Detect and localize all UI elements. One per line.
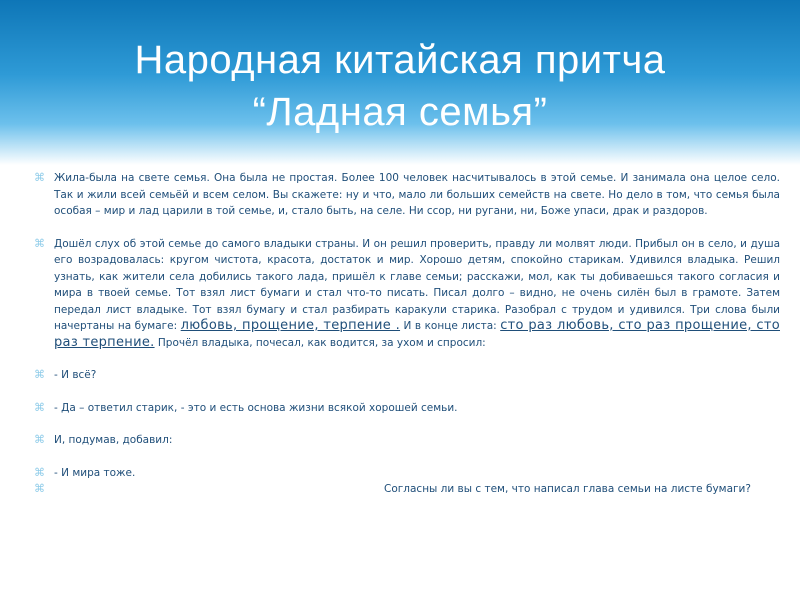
paragraph-3-text: - И всё? bbox=[54, 369, 97, 381]
paragraph-5 bbox=[34, 432, 780, 449]
paragraph-4-text: - Да – ответил старик, - это и есть основа жизни всякой хорошей семьи. bbox=[54, 401, 458, 414]
paragraph-1 bbox=[34, 170, 780, 220]
closing-question: Согласны ли вы с тем, что написал глава семьи на листе бумаги? bbox=[384, 483, 751, 495]
three-words: любовь, прощение, терпение . bbox=[180, 318, 401, 333]
bullet-icon: ⌘ bbox=[34, 368, 45, 381]
paragraph-5-text: И, подумав, добавил: bbox=[54, 434, 173, 446]
bullet-icon: ⌘ bbox=[34, 236, 45, 250]
paragraph-6-text: - И мира тоже. bbox=[54, 466, 136, 479]
bullet-icon: ⌘ bbox=[34, 433, 45, 446]
paragraph-2-text-end: Прочёл владыка, почесал, как водится, за ухом и спросил: bbox=[154, 336, 486, 349]
bullet-icon: ⌘ bbox=[34, 171, 45, 184]
title-line-1: Народная китайская притча bbox=[134, 38, 666, 82]
paragraph-2-text: Дошёл слух об этой семье до самого владыки страны. И он решил проверить, правду ли молвят люди. Прибыл он в село, и душа его возрадовалась: кругом чистота, красота, достаток и мир. Хорошо детям, спокойно старикам. Удивился владыка. Решил узнать, как жители села добились такого лада, пришёл к главе семьи; расскажи, мол, как ты добиваешься такого согласия и мира в твоей семье. Тот взял лист бумаги и стал что-то писать. Писал долго – видно, не очень силён был в грамоте. Затем передал лист владыке. Тот взял бумагу и стал разбирать каракули старика. Разобрал с трудом и удивился. Три слова были начертаны на бумаге: bbox=[54, 237, 780, 332]
paragraph-3 bbox=[34, 367, 780, 384]
paragraph-6 bbox=[34, 465, 780, 482]
bullet-icon: ⌘ bbox=[34, 465, 45, 479]
bullet-icon: ⌘ bbox=[34, 482, 45, 495]
slide-body bbox=[34, 170, 780, 498]
paragraph-4 bbox=[34, 400, 780, 417]
paragraph-7 bbox=[34, 481, 780, 498]
bullet-icon: ⌘ bbox=[34, 400, 45, 414]
hundred-times-phrase: сто раз любовь, сто раз прощение, сто раз терпение. bbox=[54, 318, 780, 350]
paragraph-1-text: Жила-была на свете семья. Она была не простая. Более 100 человек насчитывалось в этой семье. И занимала она целое село. Так и жили всей семьёй и всем селом. Вы скажете: ну и что, мало ли больших семейств на свете. Но дело в том, что семья была особая – мир и лад царили в той семье, и, стало быть, на селе. Ни ссор, ни ругани, ни, Боже упаси, драк и раздоров. bbox=[54, 172, 780, 217]
title-line-2: “Ладная семья” bbox=[252, 90, 548, 134]
paragraph-2 bbox=[34, 236, 780, 352]
paragraph-2-text-cont: И в конце листа: bbox=[400, 320, 501, 332]
slide-title bbox=[0, 34, 800, 138]
